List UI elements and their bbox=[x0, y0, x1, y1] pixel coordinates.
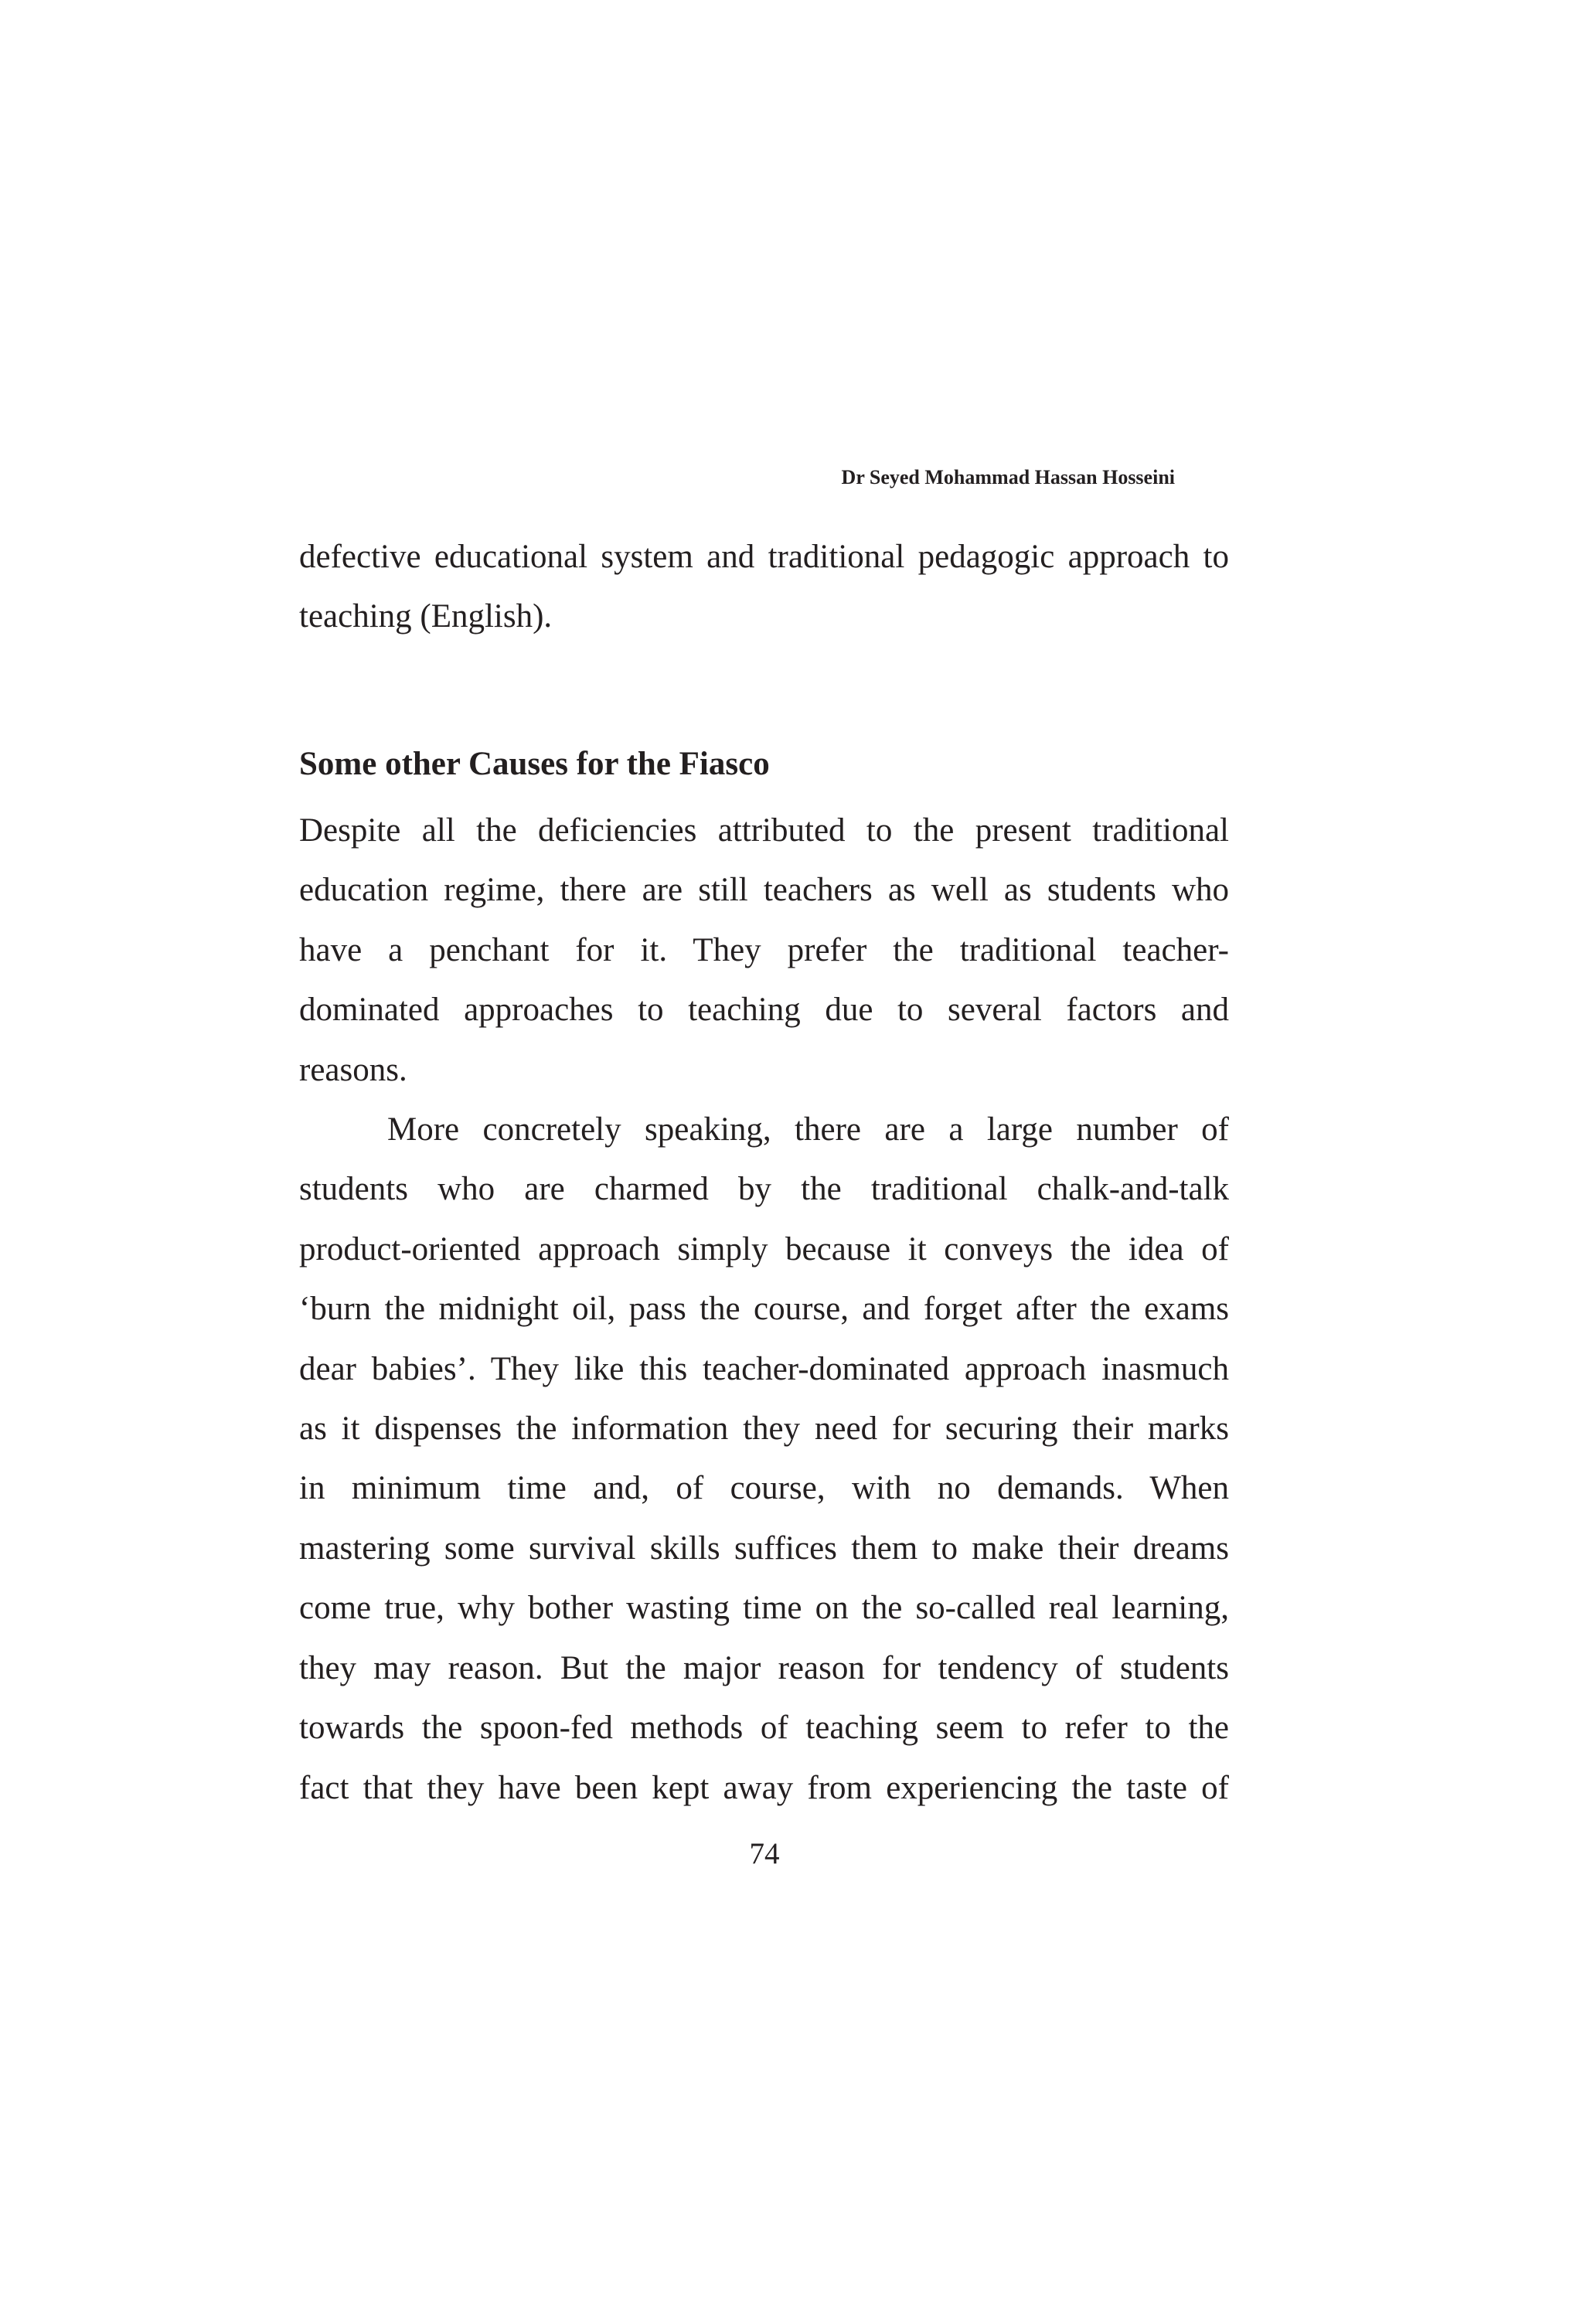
running-header-author: Dr Seyed Mohammad Hassan Hosseini bbox=[841, 466, 1175, 488]
text-line: come true, why bother wasting time on the so-called real learning, bbox=[299, 1590, 1229, 1627]
text-line: education regime, there are still teachers as well as students who bbox=[299, 872, 1229, 909]
text-line: as it dispenses the information they need for securing their marks bbox=[299, 1410, 1229, 1448]
text-line: Despite all the deficiencies attributed to the present traditional bbox=[299, 812, 1229, 849]
text-line: in minimum time and, of course, with no demands. When bbox=[299, 1470, 1229, 1507]
text-line: fact that they have been kept away from experiencing the taste of bbox=[299, 1769, 1229, 1806]
continued-paragraph bbox=[299, 527, 1229, 647]
text-line: dear babies’. They like this teacher-dominated approach inasmuch bbox=[299, 1350, 1229, 1387]
text-line: towards the spoon-fed methods of teaching seem to refer to the bbox=[299, 1710, 1229, 1747]
text-line: dominated approaches to teaching due to several factors and bbox=[299, 992, 1229, 1029]
page-number-text: 74 bbox=[749, 1837, 780, 1870]
page-number bbox=[0, 1831, 1529, 1877]
text-line: reasons. bbox=[299, 1051, 407, 1088]
text-line: product-oriented approach simply because it conveys the idea of bbox=[299, 1230, 1229, 1267]
section-heading: Some other Causes for the Fiasco bbox=[299, 746, 770, 782]
text-line: More concretely speaking, there are a large number of bbox=[387, 1111, 1229, 1148]
text-line: teaching (English). bbox=[299, 598, 553, 635]
paragraph-1 bbox=[299, 801, 1229, 1100]
text-line: ‘burn the midnight oil, pass the course, and forget after the exams bbox=[299, 1291, 1229, 1328]
section-body bbox=[299, 801, 1229, 1818]
text-line: have a penchant for it. They prefer the traditional teacher- bbox=[299, 931, 1229, 968]
text-line: defective educational system and traditional pedagogic approach to bbox=[299, 539, 1229, 575]
paragraph-2 bbox=[299, 1100, 1229, 1818]
text-line: they may reason. But the major reason for tendency of students bbox=[299, 1649, 1229, 1686]
text-line: students who are charmed by the traditional chalk-and-talk bbox=[299, 1171, 1229, 1208]
text-line: mastering some survival skills suffices them to make their dreams bbox=[299, 1529, 1229, 1567]
